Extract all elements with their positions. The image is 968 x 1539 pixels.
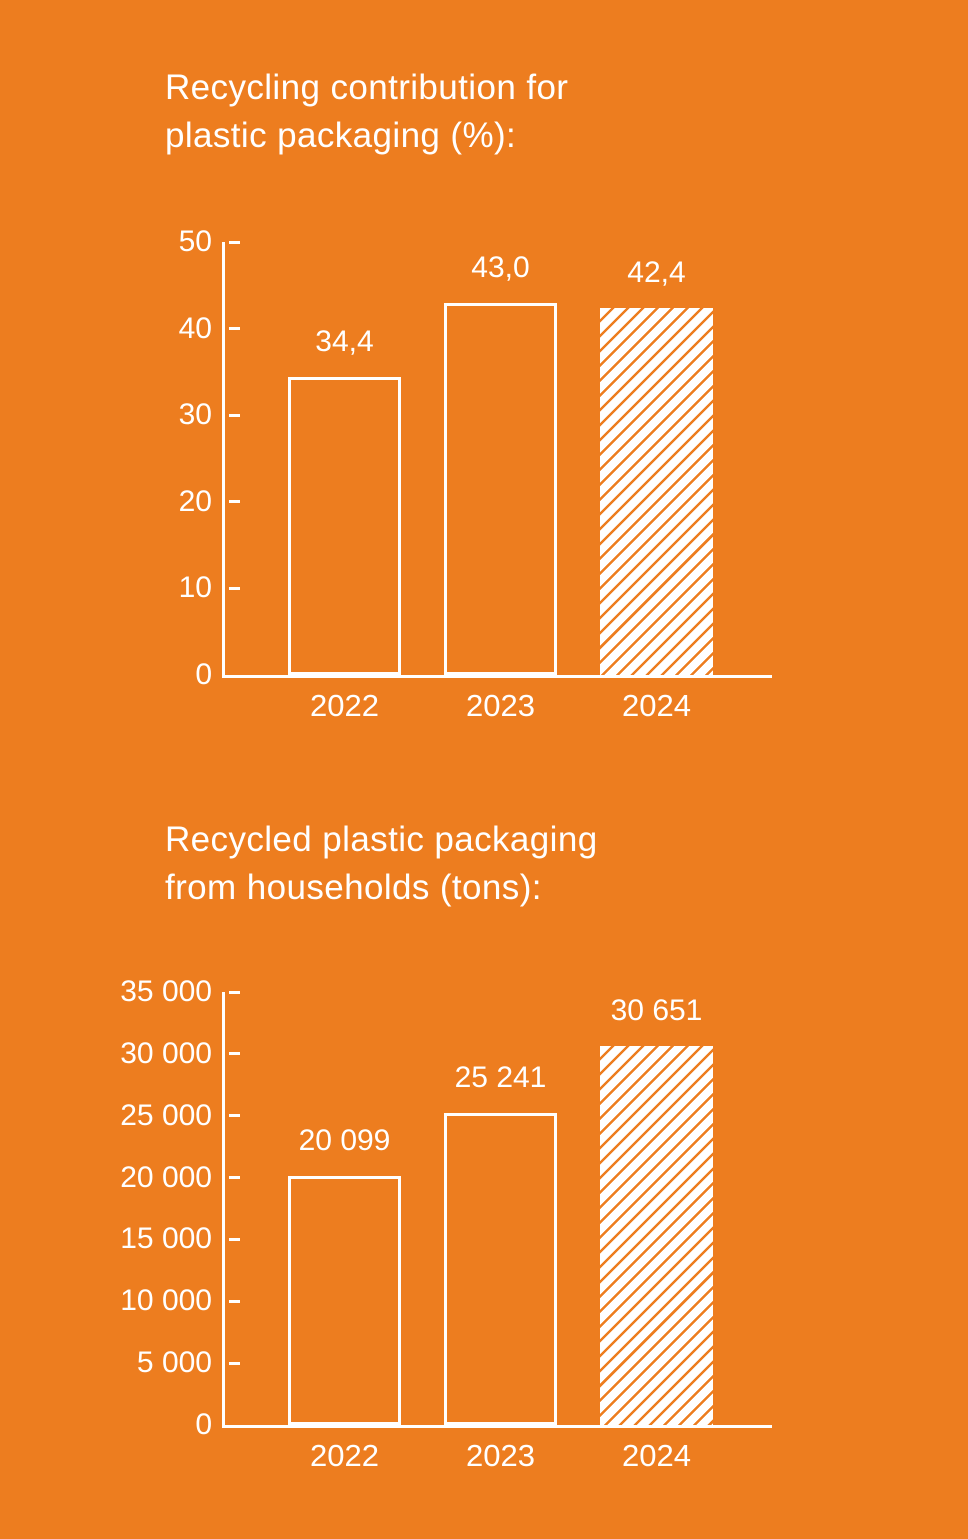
bar-value-label: 20 099 <box>298 1124 391 1158</box>
bar-2024 <box>600 308 713 675</box>
x-tick-label: 2022 <box>310 688 379 723</box>
bar-value-label: 30 651 <box>610 993 703 1027</box>
bar-2022 <box>288 377 401 675</box>
y-tick <box>229 587 240 590</box>
y-tick-label: 20 000 <box>120 1160 212 1194</box>
y-tick-label: 5 000 <box>136 1346 212 1380</box>
y-tick-label: 0 <box>195 658 212 691</box>
y-tick <box>229 1176 240 1179</box>
y-tick-label: 30 <box>178 398 212 432</box>
x-axis-line <box>222 675 772 678</box>
chart2-title-line1: Recycled plastic packaging <box>165 820 598 859</box>
bar-2024 <box>600 1046 713 1425</box>
y-tick <box>229 1238 240 1241</box>
y-axis-line <box>222 992 225 1428</box>
x-tick-label: 2023 <box>466 1438 535 1473</box>
y-tick <box>229 414 240 417</box>
y-tick <box>229 1362 240 1365</box>
x-tick-label: 2024 <box>622 1438 691 1473</box>
y-tick-label: 30 000 <box>120 1036 212 1070</box>
chart1-title-line2: plastic packaging (%): <box>165 116 517 155</box>
y-axis-line <box>222 242 225 678</box>
y-tick-label: 0 <box>195 1408 212 1441</box>
bar-2022 <box>288 1176 401 1425</box>
y-tick-label: 35 000 <box>120 975 212 1008</box>
y-tick-label: 25 000 <box>120 1098 212 1132</box>
bar-value-label: 34,4 <box>315 325 374 359</box>
bar-value-label: 25 241 <box>454 1060 547 1094</box>
y-tick <box>229 1300 240 1303</box>
y-tick <box>229 500 240 503</box>
y-tick-label: 40 <box>178 311 212 345</box>
y-tick <box>229 1114 240 1117</box>
y-tick-label: 20 <box>178 484 212 518</box>
y-tick-label: 10 <box>178 571 212 605</box>
y-tick-label: 10 000 <box>120 1284 212 1318</box>
y-tick <box>229 1052 240 1055</box>
y-tick <box>229 991 240 994</box>
bar-value-label: 42,4 <box>627 255 686 289</box>
x-tick-label: 2024 <box>622 688 691 723</box>
y-tick-label: 50 <box>178 225 212 258</box>
chart1-title <box>165 64 568 160</box>
bar-value-label: 43,0 <box>471 250 530 284</box>
chart2-title-line2: from households (tons): <box>165 868 542 907</box>
bar-2023 <box>444 1113 557 1425</box>
x-axis-line <box>222 1425 772 1428</box>
x-tick-label: 2022 <box>310 1438 379 1473</box>
chart2-title <box>165 816 598 912</box>
chart1-title-line1: Recycling contribution for <box>165 68 569 107</box>
x-tick-label: 2023 <box>466 688 535 723</box>
y-tick <box>229 241 240 244</box>
y-tick-label: 15 000 <box>120 1222 212 1256</box>
bar-2023 <box>444 303 557 675</box>
